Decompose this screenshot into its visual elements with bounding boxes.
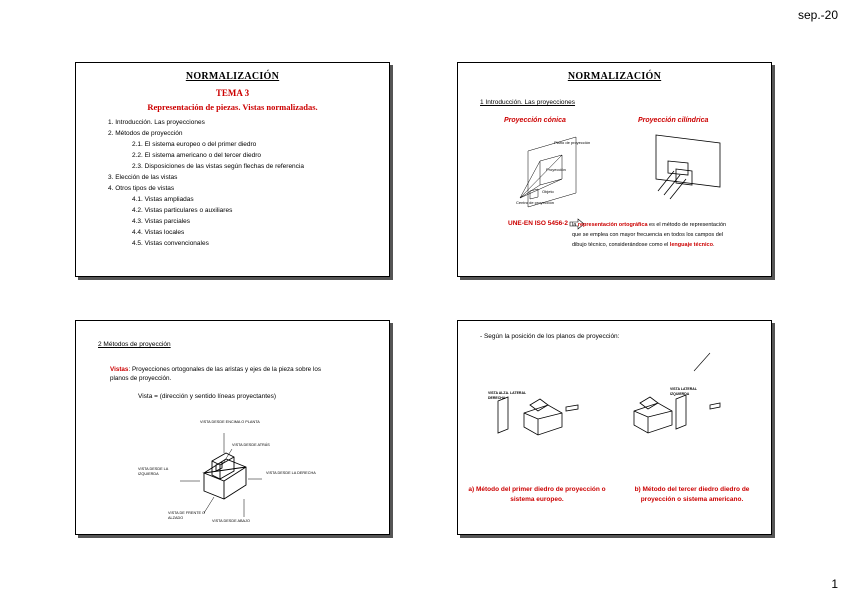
toc-item: 2.3. Disposiciones de las vistas según flechas de referencia (132, 163, 304, 170)
slide-1 (75, 62, 390, 277)
slide-3 (75, 320, 390, 535)
toc-item: 4.5. Vistas convencionales (132, 240, 209, 247)
section-heading: - Según la posición de los planos de proyección: (480, 333, 620, 340)
toc-item: 2. Métodos de proyección (108, 130, 183, 137)
toc-item: 4.2. Vistas particulares o auxiliares (132, 207, 233, 214)
tiny-label-left: VISTA ALZA. LATERAL DERECHA (488, 391, 527, 400)
section-heading: 1 Introducción. Las proyecciones (480, 99, 576, 106)
vistas-definition: Vistas: Proyecciones ortogonales de las aristas y ejes de la pieza sobre los planos de proyección. (110, 366, 321, 382)
toc-item: 2.1. El sistema europeo o del primer diedro (132, 141, 257, 148)
conica-label: Proyección cónica (504, 117, 566, 124)
slide-subtitle: Representación de piezas. Vistas normalizadas. (147, 102, 318, 112)
slide-2 (457, 62, 772, 277)
slide-title: NORMALIZACIÓN (567, 71, 662, 82)
plane-shape (528, 137, 576, 207)
label-atras: VISTA DESDE ATRÁS (232, 443, 270, 447)
toc-item: 4. Otros tipos de vistas (108, 185, 175, 192)
toc-item: 4.1. Vistas ampliadas (132, 196, 194, 203)
cilindrica-label: Proyección cilíndrica (638, 117, 709, 124)
label-izquierda: VISTA DESDE LA IZQUIERDA (138, 467, 169, 476)
vista-equation: Vista = (dirección y sentido líneas proyectantes) (138, 393, 277, 400)
objeto-label: Objeto (542, 189, 554, 194)
label-abajo: VISTA DESDE ABAJO (212, 519, 250, 523)
toc-list (76, 117, 389, 249)
tiny-label-right: VISTA LATERAL IZQUIERDA (670, 387, 697, 396)
slide-title: NORMALIZACIÓN (185, 71, 280, 82)
method-third-diedro: b) Método del tercer diedro diedro de proyección o sistema americano. (634, 486, 750, 503)
header-date: sep.-20 (797, 8, 838, 22)
method-first-diedro: a) Método del primer diedro de proyección o sistema europeo. (468, 486, 606, 503)
norma-text: la representación ortográfica es el método de representación que se emplea con mayor frecuencia en todos los campos del dibujo técnico, considerándose como el lenguaje técnico. (572, 222, 727, 248)
toc-item: 4.4. Vistas locales (132, 229, 185, 236)
label-frente: VISTA DE FRENTE O ALZADO (168, 511, 206, 520)
tema-label: TEMA 3 (215, 88, 250, 98)
toc-item: 4.3. Vistas parciales (132, 218, 191, 225)
slide-4 (457, 320, 772, 535)
toc-item: 2.2. El sistema americano o del tercer diedro (132, 152, 261, 159)
views-diagram (76, 321, 389, 534)
label-derecha: VISTA DESDE LA DERECHA (266, 471, 316, 475)
centro-label: Centro de proyección (516, 200, 555, 205)
toc-item: 3. Elección de las vistas (108, 174, 178, 181)
toc-item: 1. Introducción. Las proyecciones (108, 119, 205, 126)
proyeccion-label: Proyección (546, 167, 566, 172)
label-encima: VISTA DESDE ENCIMA O PLANTA (200, 420, 260, 424)
section-heading: 2 Métodos de proyección (98, 341, 171, 348)
plano-label: Plano de proyección (554, 140, 591, 145)
page-number: 1 (831, 577, 838, 591)
norma-label: UNE-EN ISO 5456-2 (508, 220, 568, 227)
